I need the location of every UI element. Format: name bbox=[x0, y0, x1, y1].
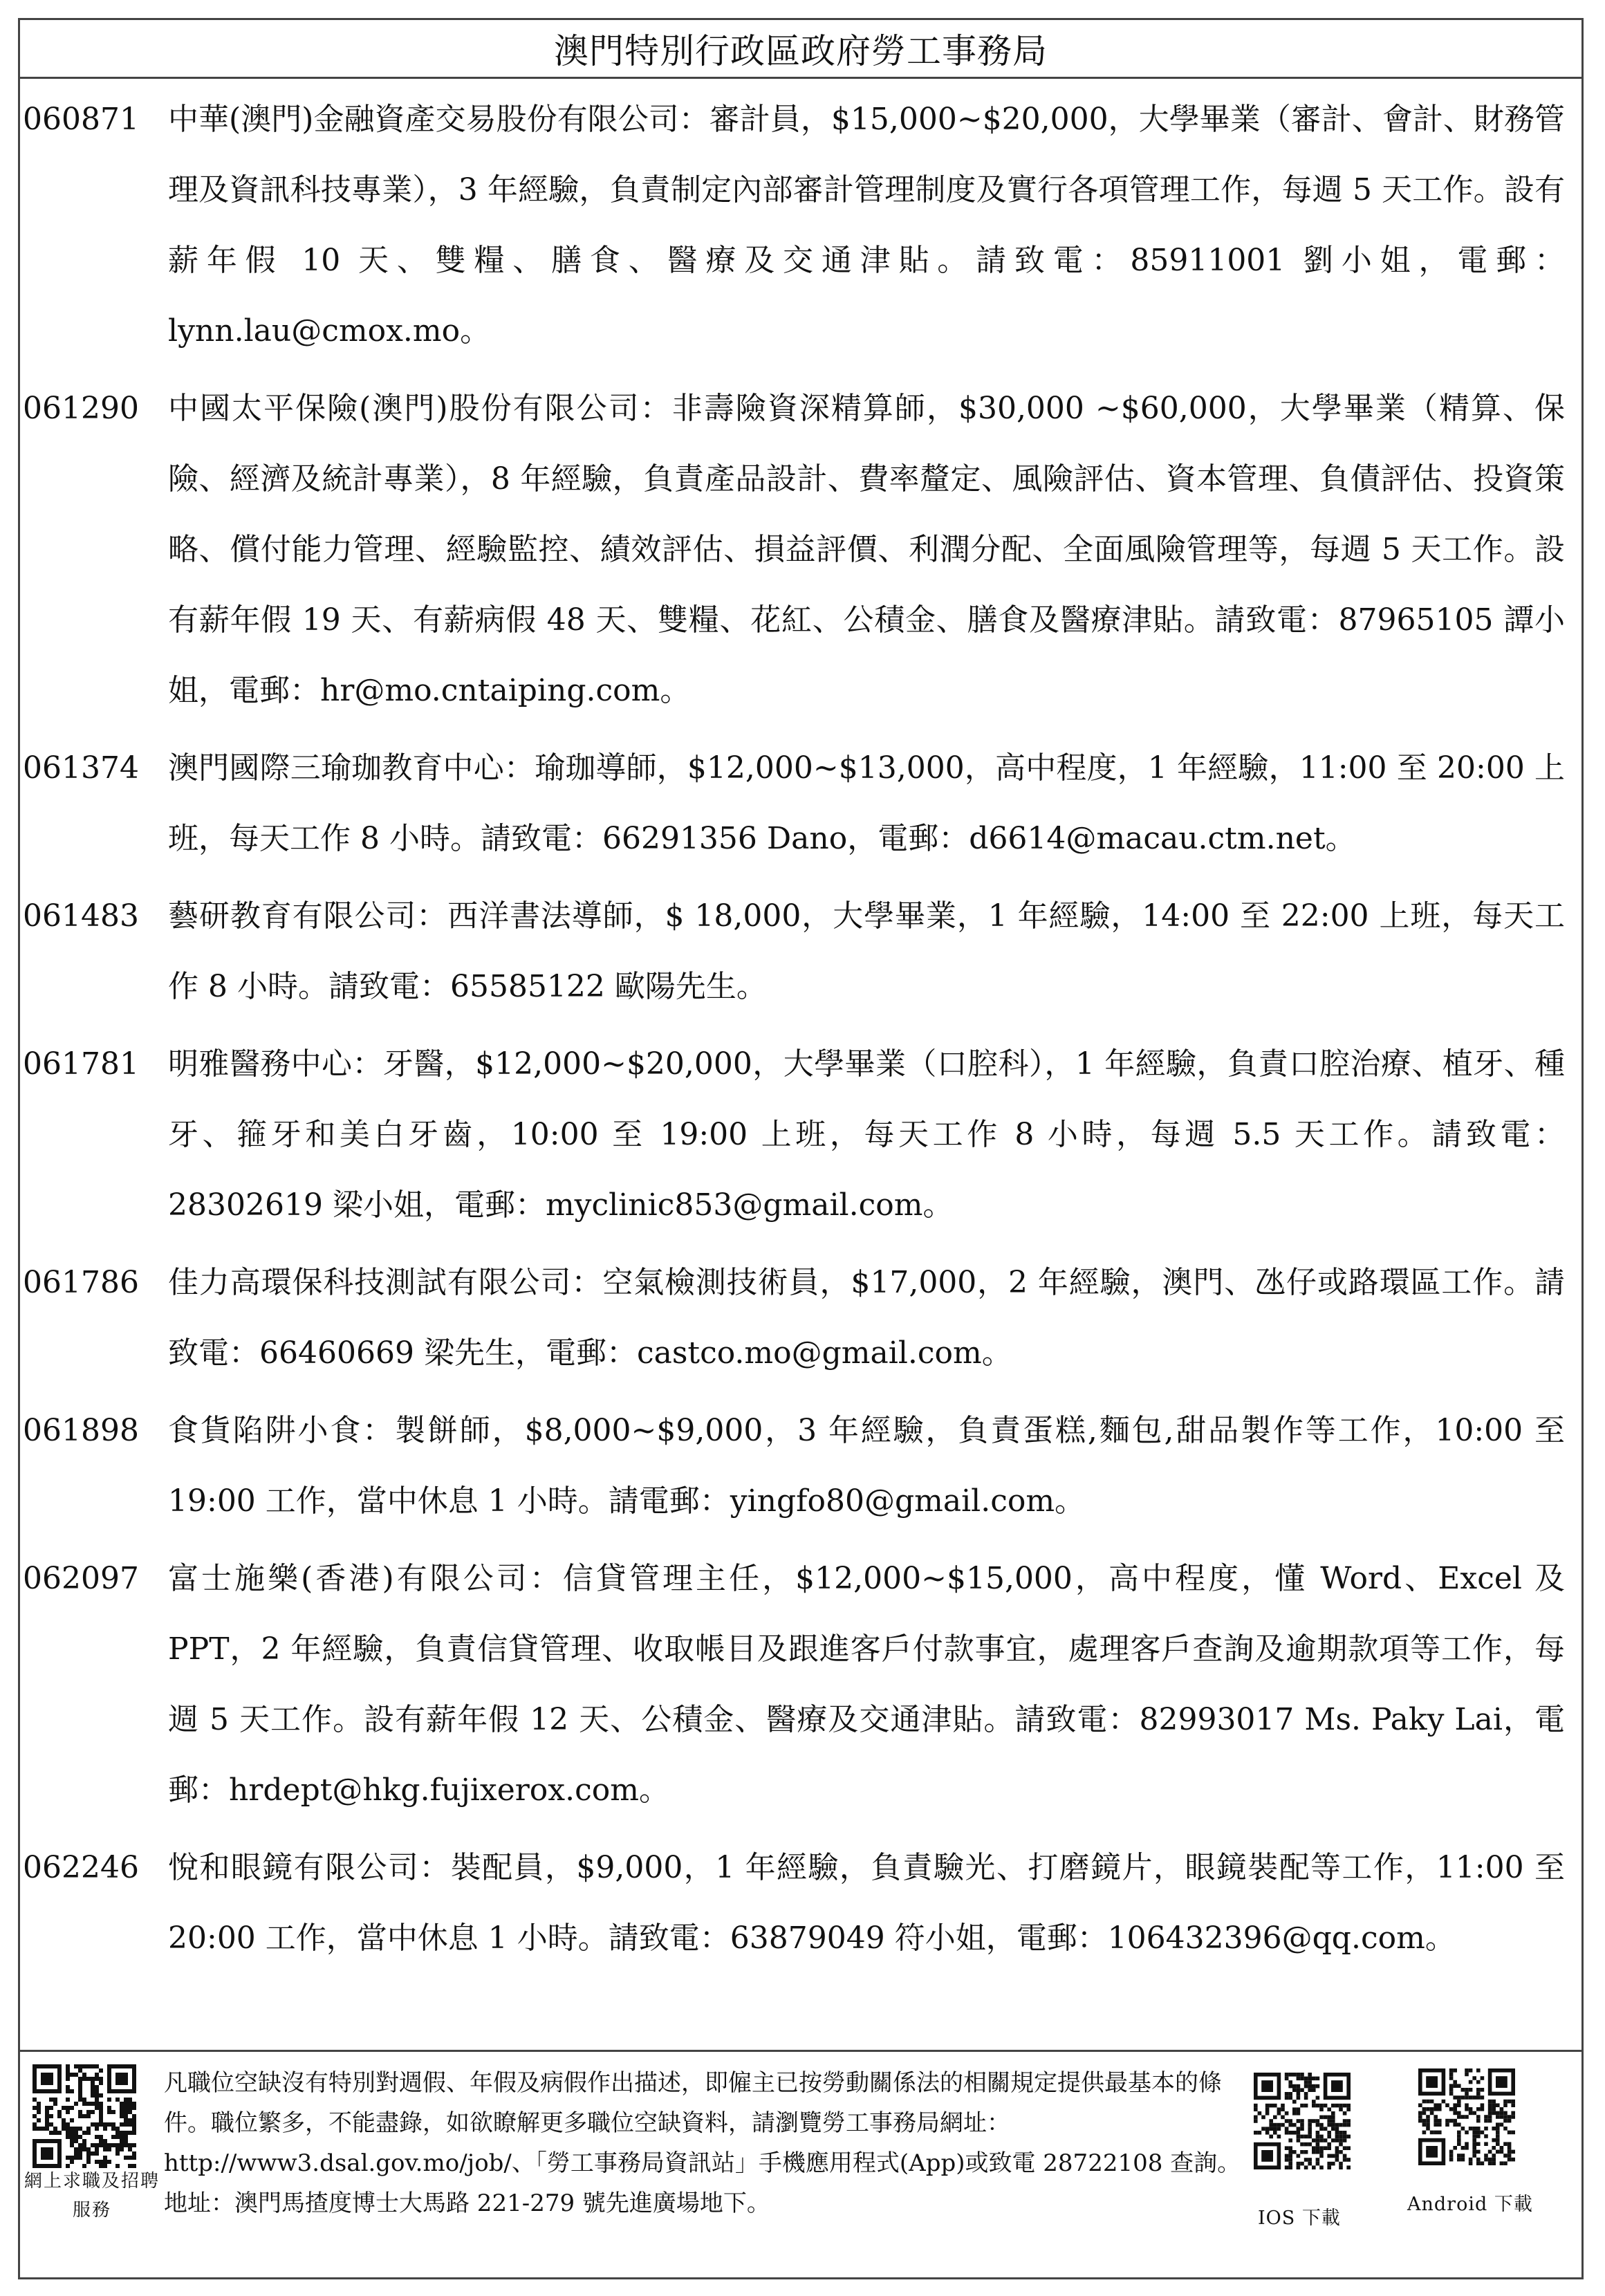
ios-download-qr-code[interactable] bbox=[1254, 2073, 1351, 2169]
job-listing bbox=[20, 1029, 1581, 1241]
job-description: 悅和眼鏡有限公司：裝配員，$9,000，1 年經驗，負責驗光、打磨鏡片，眼鏡裝配等工作，11:00 至 20:00 工作，當中休息 1 小時。請致電：63879049 符小姐，電郵：106432396@qq.com。 bbox=[168, 1850, 1565, 1956]
job-listings bbox=[20, 79, 1581, 1974]
job-description: 藝研教育有限公司：西洋書法導師，$ 18,000，大學畢業，1 年經驗，14:00 至 22:00 上班，每天工作 8 小時。請致電：65585122 歐陽先生。 bbox=[168, 898, 1565, 1004]
job-listing bbox=[20, 1248, 1581, 1389]
job-description: 富士施樂(香港)有限公司：信貸管理主任，$12,000~$15,000，高中程度，懂 Word、Excel 及 PPT，2 年經驗，負責信貸管理、收取帳目及跟進客戶付款事宜，處理客戶查詢及逾期款項等工作，每週 5 天工作。設有薪年假 12 天、公積金、醫療及交通津貼。請致電：82993017 Ms. Paky Lai，電郵：hrdept@hkg.fujixerox.com。 bbox=[168, 1561, 1565, 1808]
job-description: 中國太平保險(澳門)股份有限公司：非壽險資深精算師，$30,000 ~$60,000，大學畢業（精算、保險、經濟及統計專業），8 年經驗，負責產品設計、費率釐定、風險評估、資本管理、負債評估、投資策略、償付能力管理、經驗監控、績效評估、損益評價、利潤分配、全面風險管理等，每週 5 天工作。設有薪年假 19 天、有薪病假 48 天、雙糧、花紅、公積金、膳食及醫療津貼。請致電：87965105 譚小姐，電郵：hr@mo.cntaiping.com。 bbox=[168, 391, 1565, 708]
android-download-qr-code[interactable] bbox=[1418, 2068, 1515, 2165]
footer-notice: 凡職位空缺沒有特別對週假、年假及病假作出描述，即僱主已按勞動關係法的相關規定提供最基本的條件。職位繁多，不能盡錄，如欲瞭解更多職位空缺資料，請瀏覽勞工事務局網址：http://www3.dsal.gov.mo/job/、「勞工事務局資訊站」手機應用程式(App)或致電 28722108 查詢。地址：澳門馬揸度博士大馬路 221-279 號先進廣場地下。 bbox=[164, 2069, 1241, 2217]
job-listing bbox=[20, 733, 1581, 874]
job-description: 明雅醫務中心：牙醫，$12,000~$20,000，大學畢業（口腔科），1 年經驗，負責口腔治療、植牙、種牙、箍牙和美白牙齒，10:00 至 19:00 上班，每天工作 8 小時，每週 5.5 天工作。請致電：28302619 梁小姐，電郵：myclinic853@gmail.com。 bbox=[168, 1046, 1565, 1223]
job-listing bbox=[20, 1833, 1581, 1974]
job-code: 061290 bbox=[23, 391, 139, 426]
job-code: 061781 bbox=[23, 1046, 139, 1082]
ios-download-label: IOS 下載 bbox=[1258, 2207, 1341, 2229]
job-code: 060871 bbox=[23, 102, 139, 137]
qr-code-icon bbox=[1418, 2068, 1515, 2165]
footer bbox=[20, 2050, 1581, 2277]
job-description: 食貨陷阱小食：製餅師，$8,000~$9,000，3 年經驗，負責蛋糕,麵包,甜品製作等工作，10:00 至 19:00 工作，當中休息 1 小時。請電郵：yingfo80@gmail.com。 bbox=[168, 1413, 1565, 1519]
job-description: 澳門國際三瑜珈教育中心：瑜珈導師，$12,000~$13,000，高中程度，1 年經驗，11:00 至 20:00 上班，每天工作 8 小時。請致電：66291356 Dano，電郵：d6614@macau.ctm.net。 bbox=[168, 750, 1565, 856]
android-download-label: Android 下載 bbox=[1407, 2194, 1533, 2215]
qr-caption: 網上求職及招聘服務 bbox=[24, 2171, 160, 2221]
job-code: 062246 bbox=[23, 1850, 139, 1885]
job-listing bbox=[20, 84, 1581, 367]
job-listing bbox=[20, 373, 1581, 726]
job-code: 061374 bbox=[23, 750, 139, 786]
job-code: 061483 bbox=[23, 898, 139, 934]
job-description: 佳力高環保科技測試有限公司：空氣檢測技術員，$17,000，2 年經驗，澳門、氹仔或路環區工作。請致電：66460669 梁先生，電郵：castco.mo@gmail.com。 bbox=[168, 1265, 1565, 1371]
page-title: 澳門特別行政區政府勞工事務局 bbox=[20, 20, 1581, 79]
job-code: 061786 bbox=[23, 1265, 139, 1300]
qr-code-icon bbox=[1254, 2073, 1351, 2169]
job-service-qr-code[interactable] bbox=[33, 2064, 136, 2168]
notice-frame bbox=[18, 18, 1584, 2279]
job-listing bbox=[20, 1396, 1581, 1537]
job-code: 062097 bbox=[23, 1561, 139, 1596]
job-code: 061898 bbox=[23, 1413, 139, 1448]
qr-code-icon bbox=[33, 2064, 136, 2168]
job-listing bbox=[20, 881, 1581, 1022]
job-description: 中華(澳門)金融資產交易股份有限公司：審計員，$15,000~$20,000，大學畢業（審計、會計、財務管理及資訊科技專業），3 年經驗，負責制定內部審計管理制度及實行各項管理工作，每週 5 天工作。設有薪年假 10 天、雙糧、膳食、醫療及交通津貼。請致電：85911001 劉小姐，電郵：lynn.lau@cmox.mo。 bbox=[168, 102, 1565, 349]
job-listing bbox=[20, 1544, 1581, 1826]
